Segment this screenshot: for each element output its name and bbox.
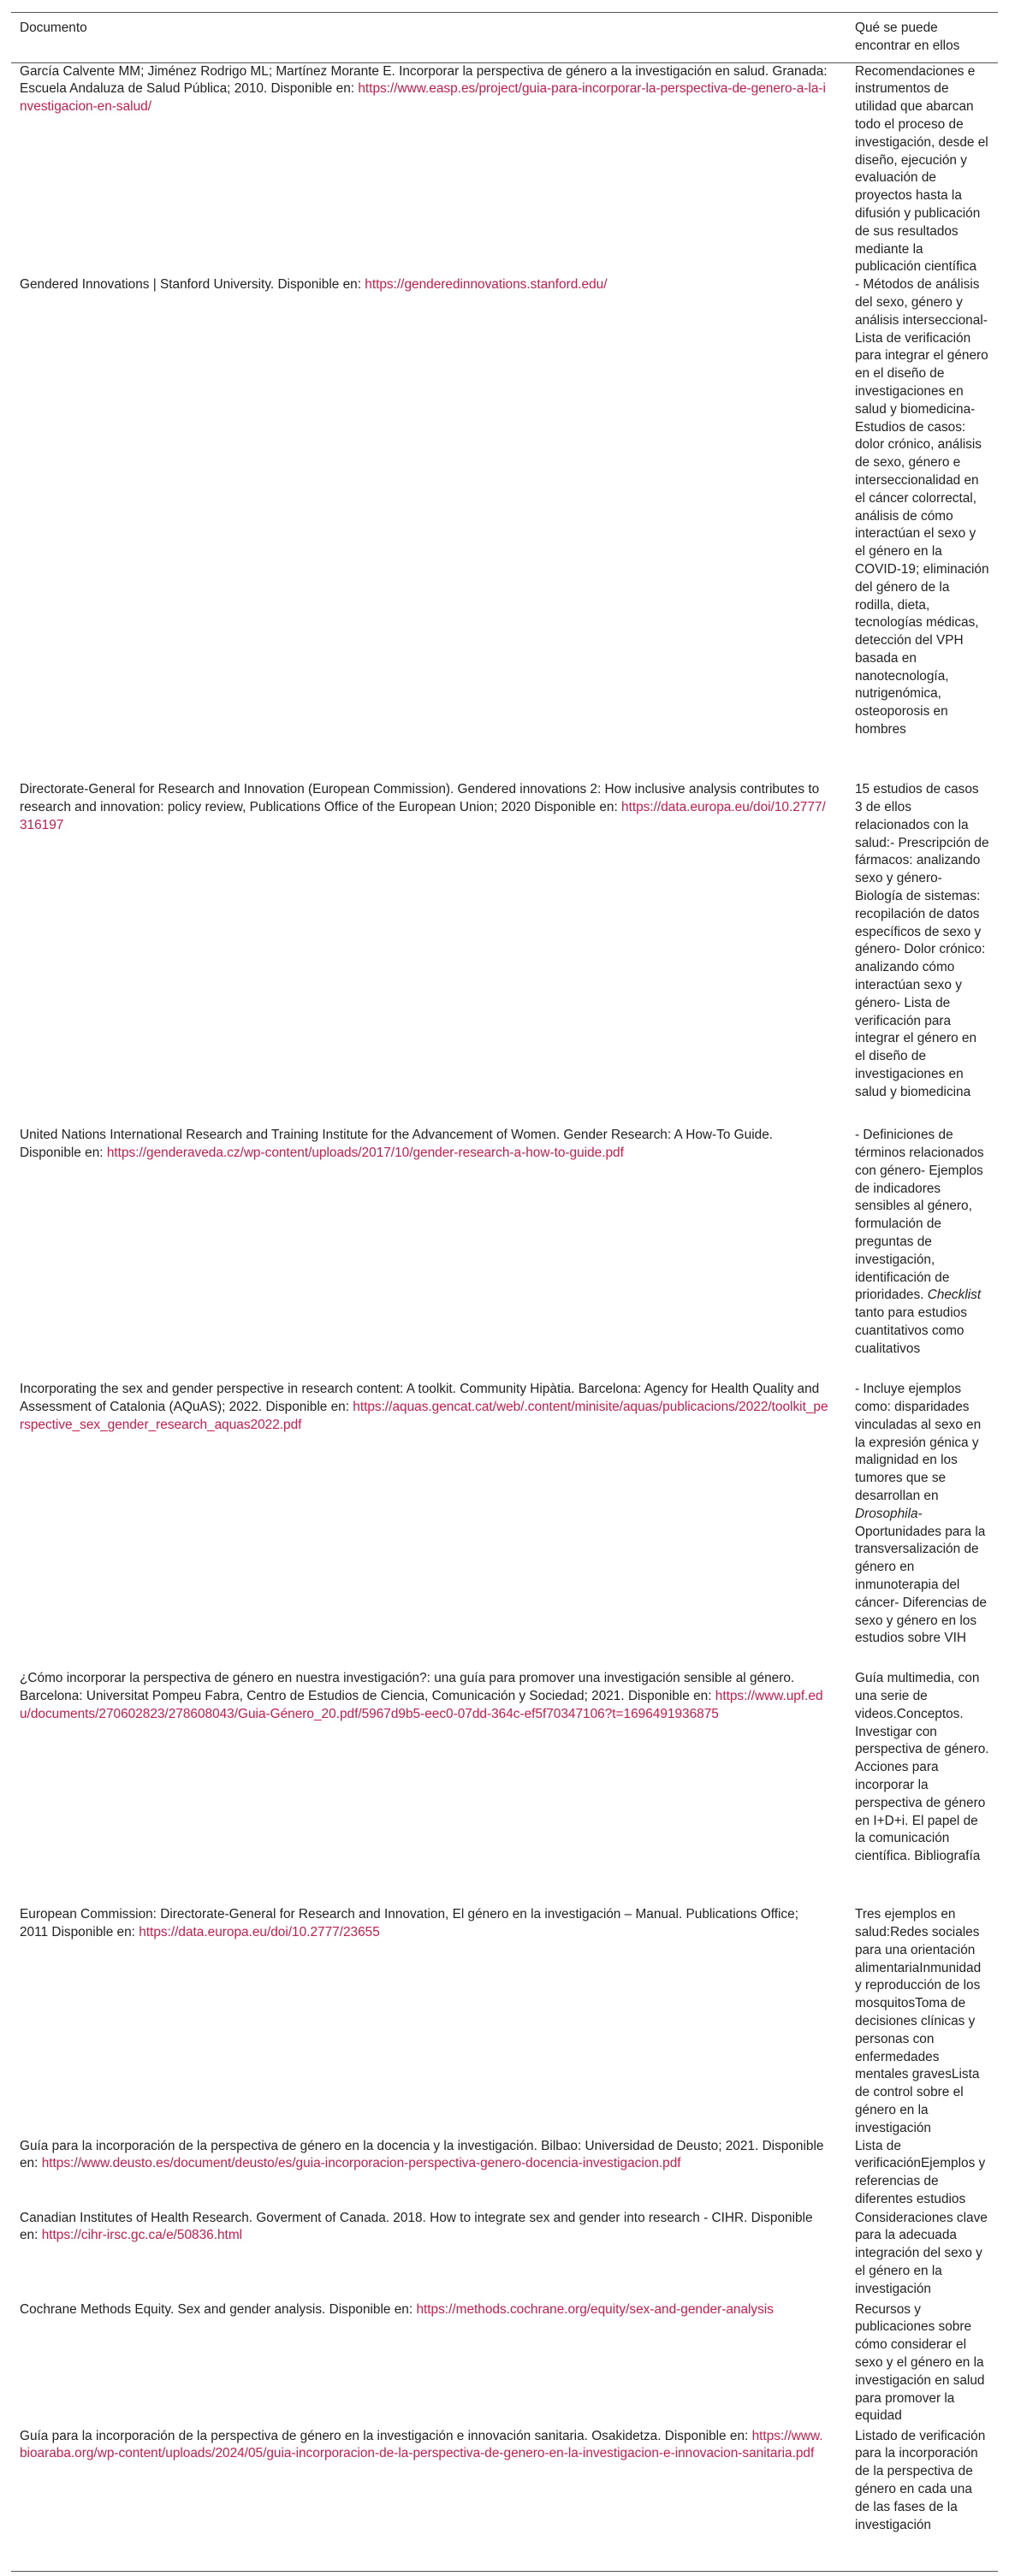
description-cell: Recomendaciones e instrumentos de utilidad que abarcan todo el proceso de investigación, desde el diseño, ejecución y evaluación de proyectos hasta la difusión y publicación de sus resultados mediante la publicación científica <box>855 63 988 275</box>
description-cell: Guía multimedia, con una serie de videos.Conceptos. Investigar con perspectiva de género. Acciones para incorporar la perspectiva de género en I+D+i. El papel de la comunicación científica. Bibliografía <box>855 1671 989 1864</box>
description-cell: Recursos y publicaciones sobre cómo considerar el sexo y el género en la investigación en salud para promover la equidad <box>855 2301 985 2424</box>
available-at-label: Disponible en: <box>265 1399 349 1414</box>
description-cell: - Métodos de análisis del sexo, género y análisis interseccional- Lista de verificación para integrar el género en el diseño de investigaciones en salud y biomedicina- Estudios de casos: dolor crónico, análisis de sexo, género e interseccionalidad en el cáncer colorrectal, análisis de cómo interactúan el sexo y el género en la COVID-19; eliminación del género de la rodilla, dieta, tecnologías médicas, detección del VPH basada en nanotecnología, nutrigenómica, osteoporosis en hombres <box>855 277 989 737</box>
document-citation: Guía para la incorporación de la perspectiva de género en la investigación e innovación sanitaria. Osakidetza. <box>20 2428 662 2443</box>
description-cell: Lista de verificaciónEjemplos y referencias de diferentes estudios <box>855 2138 986 2206</box>
document-link[interactable]: https://aquas.gencat.cat/web/.content/minisite/aquas/publicacions/2022/toolkit_perspective_sex_gender_research_aquas2022.pdf <box>20 1399 828 1432</box>
description-cell: Tres ejemplos en salud:Redes sociales para una orientación alimentariaInmunidad y reproducción de los mosquitosToma de decisiones clínicas y personas con enfermedades mentales gravesLista de control sobre el género en la investigación <box>855 1907 982 2135</box>
document-citation: Directorate-General for Research and Innovation (European Commission). Gendered innovations 2: How inclusive analysis contributes to research and innovation: policy review, Publications Office of the European Union; 2020 <box>20 782 820 814</box>
description-text: - Oportunidades para la transversalización de género en inmunoterapia del cáncer- Diferencias de sexo y género en los estudios sobre VIH <box>855 1506 987 1646</box>
document-citation: Canadian Institutes of Health Research. Goverment of Canada. 2018. How to integrate sex and gender into research - CIHR. <box>20 2210 748 2225</box>
document-citation: Gendered Innovations | Stanford University. <box>20 277 275 293</box>
resources-table <box>11 12 998 2572</box>
document-cell <box>11 781 846 1127</box>
document-cell <box>11 1127 846 1381</box>
table-row <box>11 276 998 781</box>
document-link[interactable]: https://genderedinnovations.stanford.edu/ <box>365 277 608 293</box>
document-link[interactable]: https://www.bioaraba.org/wp-content/uploads/2024/05/guia-incorporacion-de-la-perspectiva-de-genero-en-la-investigacion-e-innovacion-sanitaria.pdf <box>20 2428 823 2461</box>
document-citation: Cochrane Methods Equity. Sex and gender analysis. <box>20 2301 326 2317</box>
available-at-label: Disponible en: <box>627 1688 712 1703</box>
document-citation: García Calvente MM; Jiménez Rodrigo ML; Martínez Morante E. Incorporar la perspectiva de género a la investigación en salud. Granada: Escuela Andaluza de Salud Pública; 2010. <box>20 63 828 97</box>
table-row <box>11 1127 998 1381</box>
document-link[interactable]: https://genderaveda.cz/wp-content/uploads/2017/10/gender-research-a-how-to-guide.pdf <box>106 1145 624 1160</box>
available-at-label: Disponible en: <box>664 2428 749 2443</box>
table-row <box>11 2301 998 2428</box>
available-at-label: Disponible en: <box>329 2301 413 2317</box>
header-que-se-puede-encontrar: Qué se puede encontrar en ellos <box>855 21 960 53</box>
description-cell: Consideraciones clave para la adecuada integración del sexo y el género en la investigación <box>855 2210 988 2296</box>
available-at-label: Disponible en: <box>20 2138 824 2171</box>
table-row <box>11 2210 998 2301</box>
description-cell <box>846 1381 998 1670</box>
document-cell <box>11 276 846 781</box>
document-link[interactable]: https://cihr-irsc.gc.ca/e/50836.html <box>41 2228 243 2243</box>
document-citation: European Commission: Directorate-General for Research and Innovation, El género en la investigación – Manual. Publications Office; 2011 <box>20 1907 798 1939</box>
document-link[interactable]: https://www.easp.es/project/guia-para-incorporar-la-perspectiva-de-genero-a-la-investigacion-en-salud/ <box>20 81 826 115</box>
table-row <box>11 781 998 1127</box>
header-documento: Documento <box>20 21 87 35</box>
document-cell <box>11 1670 846 1906</box>
description-text: - Definiciones de términos relacionados con género- Ejemplos de indicadores sensibles al género, formulación de preguntas de investigación, identificación de prioridades. <box>855 1128 984 1303</box>
document-citation: United Nations International Research and Training Institute for the Advancement of Women. Gender Research: A How-To Guide. <box>20 1128 774 1143</box>
table-row <box>11 62 998 276</box>
document-citation: Incorporating the sex and gender perspective in research content: A toolkit. Community Hipàtia. Barcelona: Agency for Health Quality and Assessment of Catalonia (AQuAS); 2022. <box>20 1382 820 1414</box>
document-link[interactable]: https://data.europa.eu/doi/10.2777/23655 <box>139 1924 380 1939</box>
description-emphasis: Checklist <box>927 1288 982 1303</box>
document-cell <box>11 2428 846 2572</box>
document-cell <box>11 2301 846 2428</box>
document-cell <box>11 2210 846 2301</box>
available-at-label: Disponible en: <box>20 2210 813 2243</box>
description-text: - Incluye ejemplos como: disparidades vinculadas al sexo en la expresión génica y malignidad en los tumores que se desarrollan en <box>855 1382 982 1503</box>
document-link[interactable]: https://data.europa.eu/doi/10.2777/316197 <box>20 799 826 832</box>
document-link[interactable]: https://www.upf.edu/documents/270602823/278608043/Guia-Género_20.pdf/5967d9b5-eec0-07dd-364c-ef5f70347106?t=1696491936875 <box>20 1688 823 1721</box>
table-row <box>11 2138 998 2210</box>
document-citation: Guía para la incorporación de la perspectiva de género en la docencia y la investigación. Bilbao: Universidad de Deusto; 2021. <box>20 2138 759 2153</box>
document-cell <box>11 62 846 276</box>
table-row <box>11 1906 998 2137</box>
table-row <box>11 2428 998 2572</box>
description-cell: Listado de verificación para la incorporación de la perspectiva de género en cada una de las fases de la investigación <box>855 2428 986 2532</box>
available-at-label: Disponible en: <box>270 81 355 97</box>
document-cell <box>11 1906 846 2137</box>
available-at-label: Disponible en: <box>277 277 361 293</box>
description-cell: 15 estudios de casos 3 de ellos relacionados con la salud:- Prescripción de fármacos: analizando sexo y género- Biología de sistemas: recopilación de datos específicos de sexo y género- Dolor crónico: analizando cómo interactúan sexo y género- Lista de verificación para integrar el género en el diseño de investigaciones en salud y biomedicina <box>855 782 989 1099</box>
document-cell <box>11 2138 846 2210</box>
available-at-label: Disponible en: <box>534 799 618 814</box>
table-header-row <box>11 13 998 63</box>
available-at-label: Disponible en: <box>20 1145 104 1160</box>
document-link[interactable]: https://www.deusto.es/document/deusto/es/guia-incorporacion-perspectiva-genero-docencia-investigacion.pdf <box>41 2156 681 2171</box>
table-row <box>11 1381 998 1670</box>
document-link[interactable]: https://methods.cochrane.org/equity/sex-and-gender-analysis <box>416 2301 774 2317</box>
document-citation: ¿Cómo incorporar la perspectiva de género en nuestra investigación?: una guía para promover una investigación sensible al género. Barcelona: Universitat Pompeu Fabra, Centro de Estudios de Ciencia, Comunicación y Sociedad; 2021. <box>20 1671 795 1703</box>
table-row <box>11 1670 998 1906</box>
description-text: tanto para estudios cuantitativos como cualitativos <box>855 1306 967 1356</box>
description-emphasis: Drosophila <box>855 1506 918 1521</box>
document-cell <box>11 1381 846 1670</box>
description-cell <box>846 1127 998 1381</box>
available-at-label: Disponible en: <box>51 1924 135 1939</box>
